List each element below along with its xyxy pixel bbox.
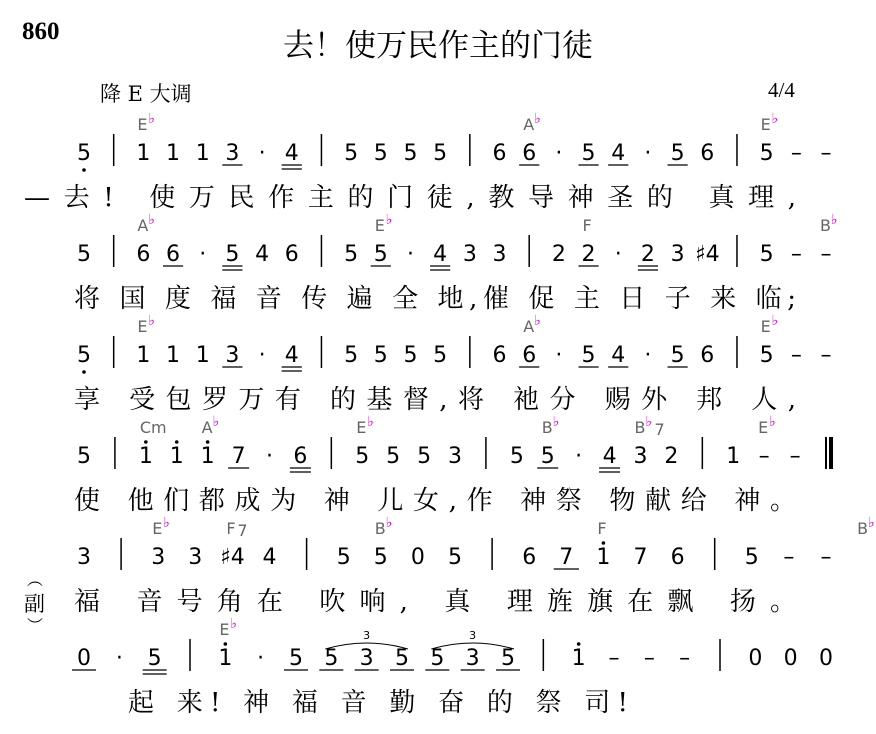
hold-dash: –	[820, 343, 832, 368]
note-digit: 3	[77, 545, 91, 570]
hold-dash: –	[790, 242, 802, 267]
flat-sign: ♭	[230, 616, 237, 632]
hold-dash: –	[643, 646, 655, 671]
flat-sign: ♭	[534, 111, 541, 127]
note-digit: 0	[410, 545, 425, 570]
note-digit: 5	[581, 141, 596, 166]
note-digit: 5	[77, 141, 91, 166]
flat-sign: ♭	[148, 313, 155, 329]
chord-symbol: Cm	[139, 418, 167, 437]
note-digit: 3	[151, 545, 166, 570]
chord-symbol: E	[137, 317, 148, 336]
high-octave-dot	[602, 541, 606, 545]
note-digit: 5	[759, 242, 774, 267]
note-digit: 6	[522, 141, 537, 166]
note-digit: 7	[559, 545, 574, 570]
note-digit: 5	[759, 343, 774, 368]
dot-symbol: ·	[258, 343, 266, 368]
chord-symbol: E	[760, 317, 771, 336]
high-octave-dot	[206, 440, 210, 444]
note-digit: 6	[700, 343, 715, 368]
dot-symbol: ·	[199, 242, 207, 267]
note-digit: 5	[417, 444, 432, 469]
note-digit: 5	[430, 646, 445, 671]
low-octave-dot	[82, 168, 86, 172]
time-signature: 4/4	[768, 78, 795, 102]
hold-dash: –	[790, 141, 802, 166]
dot-symbol: ·	[555, 343, 563, 368]
lyric-line: 享 受包罗万有 的基督,将 祂分 赐外 邦 人,	[74, 385, 796, 415]
note-digit: 3	[188, 545, 203, 570]
note-digit: 5	[433, 343, 448, 368]
note-digit: 5	[289, 646, 303, 671]
note-digit: 3	[462, 242, 477, 267]
flat-sign: ♭	[552, 414, 560, 430]
flat-sign: ♭	[385, 212, 393, 228]
hold-dash: –	[789, 444, 801, 469]
triplet-number: 3	[469, 629, 477, 642]
dot-symbol: ·	[258, 141, 266, 166]
refrain-paren-close: ︶	[26, 616, 43, 635]
chord-symbol: E	[758, 418, 769, 437]
note-digit: 5	[509, 444, 524, 469]
key-signature: 降 E 大调	[100, 82, 192, 106]
chord-symbol: A	[523, 115, 535, 134]
low-octave-dot	[82, 370, 86, 374]
note-digit: 5	[670, 141, 685, 166]
note-digit: 3	[448, 444, 462, 469]
lyric-line: —去! 使万民作主的门徒,教导神圣的 真理,	[24, 183, 796, 213]
note-digit: 4	[433, 242, 448, 267]
flat-sign: ♭	[534, 313, 541, 329]
dot-symbol: ·	[257, 646, 265, 671]
note-digit: 2	[640, 242, 655, 267]
note-digit: 3	[465, 646, 480, 671]
note-digit: 5	[501, 646, 515, 671]
note-digit: 5	[403, 141, 418, 166]
note-digit: 5	[373, 242, 388, 267]
dot-symbol: ·	[115, 646, 123, 671]
hold-dash: –	[790, 343, 802, 368]
chord-suffix: 7	[654, 420, 665, 439]
flat-sign: ♭	[831, 212, 838, 228]
chord-symbol: E	[137, 115, 148, 134]
note-digit: 2	[664, 444, 679, 469]
note-digit: 4	[602, 444, 617, 469]
high-octave-dot	[224, 642, 228, 646]
note-digit: 5	[77, 242, 91, 267]
dot-symbol: ·	[266, 444, 273, 469]
note-digit: 7	[633, 545, 648, 570]
note-digit: 5	[344, 343, 359, 368]
flat-sign: ♭	[868, 515, 875, 531]
note-digit: 1	[218, 646, 233, 671]
note-digit: 5	[324, 646, 339, 671]
chord-symbol: F	[582, 216, 592, 235]
note-digit: 5	[77, 343, 91, 368]
flat-sign: ♭	[645, 414, 653, 430]
chord-symbol: E	[152, 519, 163, 538]
note-digit: 6	[670, 545, 685, 570]
chord-symbol: B	[857, 519, 869, 538]
note-digit: 1	[195, 343, 210, 368]
flat-sign: ♭	[771, 313, 779, 329]
note-digit: 5	[386, 444, 401, 469]
flat-sign: ♭	[212, 414, 220, 430]
note-digit: 1	[726, 444, 741, 469]
note-digit: 3	[670, 242, 685, 267]
high-octave-dot	[175, 440, 179, 444]
note-digit: 3	[359, 646, 374, 671]
chord-symbol: B	[820, 216, 831, 235]
hymn-number: 860	[22, 18, 60, 45]
flat-sign: ♭	[148, 212, 155, 228]
flat-sign: ♭	[385, 515, 393, 531]
note-digit: 4	[255, 242, 270, 267]
chord-symbol: E	[760, 115, 771, 134]
note-digit: 3	[225, 343, 240, 368]
hold-dash: –	[679, 646, 691, 671]
note-digit: 6	[166, 242, 181, 267]
chord-symbol: B	[634, 418, 646, 437]
note-digit: 6	[492, 343, 507, 368]
note-digit: 6	[522, 545, 537, 570]
flat-sign: ♭	[367, 414, 374, 430]
note-digit: 4	[611, 343, 626, 368]
flat-sign: ♭	[771, 111, 779, 127]
high-octave-dot	[577, 642, 581, 646]
note-digit: 0	[783, 646, 798, 671]
note-digit: 5	[225, 242, 240, 267]
hold-dash: –	[820, 545, 832, 570]
chord-suffix: 7	[237, 521, 248, 540]
note-digit: 3	[633, 444, 648, 469]
note-digit: 3	[225, 141, 240, 166]
note-digit: 6	[293, 444, 308, 469]
note-digit: 5	[433, 141, 448, 166]
note-digit: 3	[492, 242, 507, 267]
note-digit: 0	[77, 646, 91, 671]
note-digit: 6	[136, 242, 151, 267]
dot-symbol: ·	[555, 141, 563, 166]
note-digit: 1	[596, 545, 611, 570]
note-digit: 6	[284, 242, 299, 267]
note-digit: 5	[373, 141, 388, 166]
dot-symbol: ·	[644, 141, 652, 166]
dot-symbol: ·	[644, 343, 652, 368]
note-digit: 5	[540, 444, 555, 469]
flat-sign: ♭	[769, 414, 776, 430]
note-digit: ♯4	[694, 242, 720, 267]
note-digit: 1	[169, 444, 184, 469]
note-digit: 0	[819, 646, 833, 671]
chord-symbol: F	[226, 519, 236, 538]
note-digit: 1	[166, 141, 181, 166]
chord-symbol: E	[219, 620, 230, 639]
note-digit: 1	[200, 444, 215, 469]
note-digit: 2	[581, 242, 596, 267]
note-digit: 2	[551, 242, 566, 267]
note-digit: 1	[195, 141, 210, 166]
note-digit: 4	[262, 545, 277, 570]
note-digit: 5	[395, 646, 409, 671]
note-digit: 4	[611, 141, 626, 166]
chord-symbol: A	[523, 317, 535, 336]
hold-dash: –	[758, 444, 770, 469]
note-digit: 5	[373, 343, 388, 368]
note-digit: 1	[136, 141, 151, 166]
note-digit: 7	[231, 444, 246, 469]
note-digit: 1	[138, 444, 153, 469]
lyric-line: 起 来! 神 福 音 勤 奋 的 祭 司!	[128, 688, 628, 718]
note-digit: 5	[373, 545, 388, 570]
note-digit: 1	[136, 343, 151, 368]
hold-dash: –	[783, 545, 795, 570]
chord-symbol: E	[374, 216, 385, 235]
note-digit: 1	[166, 343, 181, 368]
dot-symbol: ·	[406, 242, 414, 267]
chord-symbol: F	[597, 519, 607, 538]
note-digit: 4	[284, 343, 299, 368]
lyric-line: 福 音号角在 吹响, 真 理旌旗在飘 扬。	[74, 587, 796, 617]
note-digit: 5	[448, 545, 462, 570]
lyric-line: 将 国 度 福 音 传 遍 全 地,催 促 主 日 子 来 临;	[74, 284, 796, 314]
chord-symbol: A	[201, 418, 213, 437]
note-digit: 5	[77, 444, 91, 469]
note-digit: 5	[344, 242, 359, 267]
dot-symbol: ·	[575, 444, 583, 469]
high-octave-dot	[144, 440, 148, 444]
hold-dash: –	[608, 646, 620, 671]
refrain-label: 副	[24, 592, 45, 616]
note-digit: 5	[670, 343, 685, 368]
chord-symbol: B	[374, 519, 386, 538]
note-digit: 5	[344, 141, 359, 166]
note-digit: 5	[581, 343, 596, 368]
dot-symbol: ·	[614, 242, 622, 267]
note-digit: 5	[336, 545, 351, 570]
note-digit: 5	[403, 343, 418, 368]
triplet-number: 3	[363, 629, 371, 642]
chord-symbol: E	[356, 418, 367, 437]
note-digit: ♯4	[220, 545, 245, 570]
note-digit: 6	[522, 343, 537, 368]
chord-symbol: A	[137, 216, 149, 235]
chord-symbol: B	[541, 418, 553, 437]
note-digit: 0	[748, 646, 763, 671]
refrain-paren-open: ︵	[26, 570, 43, 589]
flat-sign: ♭	[148, 111, 155, 127]
note-digit: 6	[700, 141, 715, 166]
note-digit: 5	[355, 444, 370, 469]
hold-dash: –	[820, 242, 832, 267]
note-digit: 5	[744, 545, 759, 570]
note-digit: 5	[759, 141, 774, 166]
note-digit: 4	[284, 141, 299, 166]
note-digit: 6	[492, 141, 507, 166]
hymn-title: 去！使万民作主的门徒	[283, 28, 593, 64]
lyric-line: 使 他们都成为 神 儿女,作 神祭 物献给 神。	[74, 486, 796, 516]
flat-sign: ♭	[163, 515, 170, 531]
note-digit: 1	[571, 646, 586, 671]
hold-dash: –	[820, 141, 832, 166]
note-digit: 5	[147, 646, 162, 671]
